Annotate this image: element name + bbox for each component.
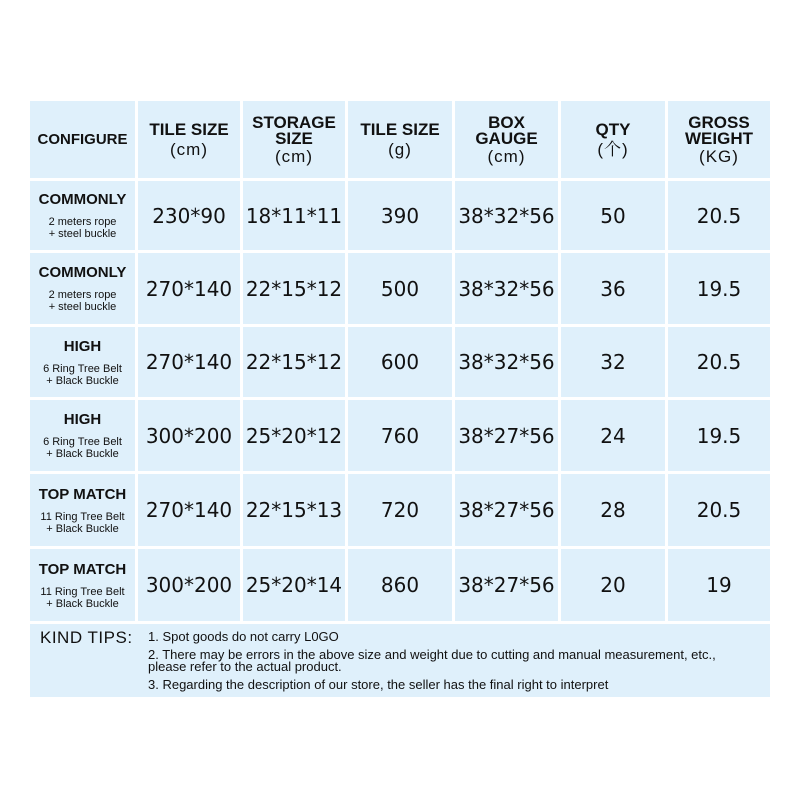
row-divider [30,621,770,624]
header-configure-label: CONFIGURE [37,130,128,148]
header-gross-weight-unit: (KG) [699,146,739,166]
table-cell-gross-weight: 20.5 [696,498,742,522]
header-tile-weight-unit: (g) [388,139,412,159]
table-cell-tile-size: 270*140 [145,350,233,374]
config-detail-line2: + steel buckle [48,228,117,240]
kind-tips-label: KIND TIPS: [40,628,133,647]
table-cell-storage-size: 25*20*12 [245,423,343,448]
config-detail-line1: 2 meters rope [48,289,117,301]
config-detail-line2: + Black Buckle [46,374,119,387]
table-cell-tile-weight: 500 [380,276,420,301]
header-box-gauge-label-line1: BOX [488,112,525,132]
header-tile-weight [348,101,452,178]
config-name: TOP MATCH [38,560,127,578]
table-cell-box-gauge: 38*27*56 [458,498,555,522]
table-cell-box-gauge: 38*32*56 [458,276,555,301]
table-cell-qty: 20 [600,573,626,597]
config-cell [30,400,135,471]
config-cell [30,327,135,397]
table-cell-tile-weight: 760 [380,423,420,448]
table-cell-tile-weight: 390 [380,203,420,228]
header-storage-size-label-line1: STORAGE [252,112,336,132]
table-cell-tile-size: 300*200 [145,573,233,597]
table-cell-gross-weight: 20.5 [696,350,742,374]
table-cell-gross-weight: 19.5 [696,276,742,301]
config-detail-line1: 2 meters rope [48,216,117,228]
config-detail-line2: + Black Buckle [46,522,119,535]
config-name: TOP MATCH [38,485,127,503]
config-detail-line1: 11 Ring Tree Belt [40,510,125,523]
config-detail-line2: + Black Buckle [46,448,119,460]
table-cell-tile-size: 270*140 [145,498,233,522]
table-cell-qty: 32 [600,350,626,374]
table-cell-box-gauge: 38*32*56 [458,350,555,374]
table-cell-tile-size: 270*140 [145,276,233,301]
header-box-gauge-label-line2: GAUGE [475,128,538,148]
table-cell-tile-weight: 600 [380,350,420,374]
table-cell-tile-weight: 860 [380,573,420,597]
table-cell-storage-size: 22*15*13 [245,498,343,522]
config-detail-line1: 11 Ring Tree Belt [40,585,125,598]
table-cell-gross-weight: 19 [706,573,732,597]
header-gross-weight [668,101,770,178]
config-name: COMMONLY [38,191,127,208]
table-cell-box-gauge: 38*27*56 [458,573,555,597]
table-cell-qty: 50 [600,203,626,228]
config-name: COMMONLY [38,264,127,281]
header-tile-size [138,101,240,178]
table-cell-gross-weight: 19.5 [696,423,742,448]
header-box-gauge-unit: (cm) [487,146,526,166]
table-cell-tile-size: 230*90 [152,203,226,228]
header-box-gauge [455,101,558,178]
table-cell-box-gauge: 38*27*56 [458,423,555,448]
config-name: HIGH [63,337,102,355]
header-tile-size-unit: (cm) [170,139,208,159]
tip-item-3: 3. Regarding the description of our store, the seller has the final right to interpret [148,677,609,692]
table-cell-storage-size: 18*11*11 [245,203,343,228]
header-tile-size-label: TILE SIZE [149,119,229,139]
table-cell-storage-size: 22*15*12 [245,350,343,374]
table-cell-storage-size: 25*20*14 [245,573,343,597]
header-tile-weight-label: TILE SIZE [360,119,440,139]
config-detail-line2: + Black Buckle [46,597,119,610]
config-detail-line2: + steel buckle [48,301,117,313]
header-qty-unit: (个) [597,139,629,159]
tip-item-1: 1. Spot goods do not carry L0GO [148,629,339,644]
config-cell [30,474,135,546]
config-detail-line1: 6 Ring Tree Belt [43,436,122,448]
header-gross-weight-label-line1: GROSS [688,112,750,132]
table-cell-qty: 36 [600,276,626,301]
config-detail-line1: 6 Ring Tree Belt [43,362,122,375]
header-gross-weight-label-line2: WEIGHT [685,128,753,148]
table-cell-gross-weight: 20.5 [696,203,742,228]
header-storage-size-unit: (cm) [275,146,313,166]
table-cell-tile-weight: 720 [380,498,420,522]
config-cell [30,181,135,250]
header-storage-size [243,101,345,178]
tip-item-2: 2. There may be errors in the above size and weight due to cutting and manual measurement, etc., please refer to the actual product. [148,647,716,674]
config-name: HIGH [63,411,102,428]
table-cell-box-gauge: 38*32*56 [458,203,555,228]
header-storage-size-label-line2: SIZE [275,128,313,148]
config-cell [30,253,135,324]
header-qty-label: QTY [595,119,631,139]
table-cell-tile-size: 300*200 [145,423,233,448]
table-cell-storage-size: 22*15*12 [245,276,343,301]
table-cell-qty: 28 [600,498,626,522]
config-cell [30,549,135,621]
header-configure [30,101,135,178]
table-cell-qty: 24 [600,423,626,448]
header-qty [561,101,665,178]
